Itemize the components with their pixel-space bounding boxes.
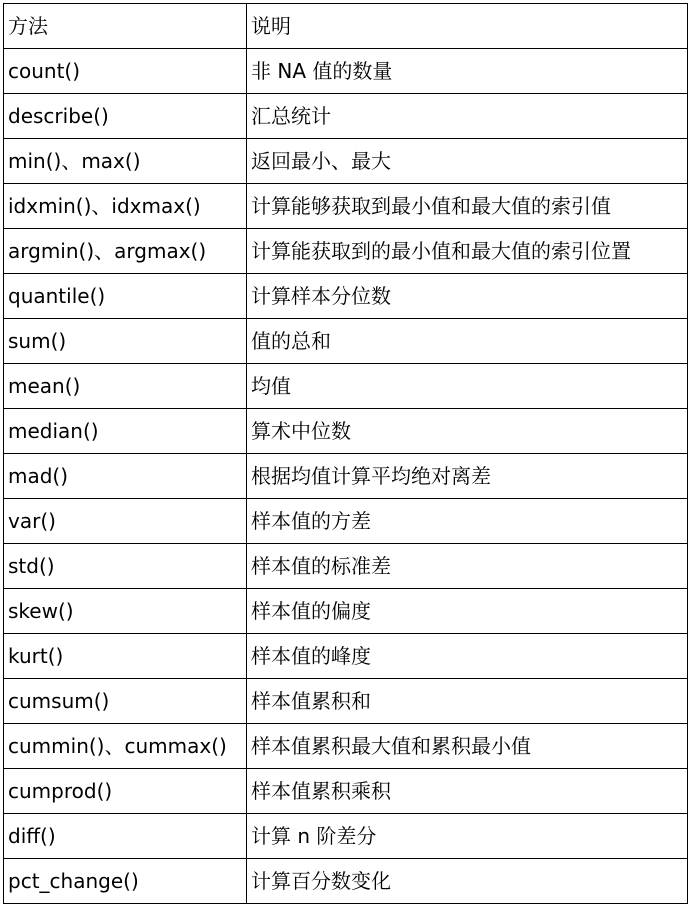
table-row xyxy=(4,859,688,904)
description-cell: 样本值累积乘积 xyxy=(247,769,688,814)
table-row xyxy=(4,184,688,229)
table-row xyxy=(4,634,688,679)
method-cell: count() xyxy=(4,49,247,94)
method-cell: sum() xyxy=(4,319,247,364)
method-cell: std() xyxy=(4,544,247,589)
table-row xyxy=(4,589,688,634)
description-cell: 样本值的方差 xyxy=(247,499,688,544)
method-cell: median() xyxy=(4,409,247,454)
method-cell: idxmin()、idxmax() xyxy=(4,184,247,229)
method-cell: mean() xyxy=(4,364,247,409)
table-header-row xyxy=(4,4,688,49)
description-cell: 根据均值计算平均绝对离差 xyxy=(247,454,688,499)
method-cell: skew() xyxy=(4,589,247,634)
table-row xyxy=(4,364,688,409)
method-cell: cummin()、cummax() xyxy=(4,724,247,769)
method-cell: cumsum() xyxy=(4,679,247,724)
description-cell: 样本值累积最大值和累积最小值 xyxy=(247,724,688,769)
method-cell: var() xyxy=(4,499,247,544)
description-cell: 非 NA 值的数量 xyxy=(247,49,688,94)
table-row xyxy=(4,814,688,859)
description-cell: 样本值的偏度 xyxy=(247,589,688,634)
description-cell: 计算能够获取到最小值和最大值的索引值 xyxy=(247,184,688,229)
header-method: 方法 xyxy=(4,4,247,49)
method-cell: cumprod() xyxy=(4,769,247,814)
table-row xyxy=(4,409,688,454)
methods-table xyxy=(3,3,688,904)
description-cell: 样本值累积和 xyxy=(247,679,688,724)
method-cell: quantile() xyxy=(4,274,247,319)
method-cell: min()、max() xyxy=(4,139,247,184)
table-row xyxy=(4,724,688,769)
table-row xyxy=(4,49,688,94)
table-row xyxy=(4,769,688,814)
description-cell: 值的总和 xyxy=(247,319,688,364)
method-cell: argmin()、argmax() xyxy=(4,229,247,274)
methods-table-container xyxy=(3,3,687,904)
table-row xyxy=(4,454,688,499)
table-row xyxy=(4,679,688,724)
method-cell: pct_change() xyxy=(4,859,247,904)
description-cell: 计算百分数变化 xyxy=(247,859,688,904)
table-row xyxy=(4,499,688,544)
table-row xyxy=(4,274,688,319)
table-row xyxy=(4,319,688,364)
method-cell: kurt() xyxy=(4,634,247,679)
description-cell: 样本值的峰度 xyxy=(247,634,688,679)
header-description: 说明 xyxy=(247,4,688,49)
description-cell: 算术中位数 xyxy=(247,409,688,454)
method-cell: mad() xyxy=(4,454,247,499)
table-row xyxy=(4,139,688,184)
table-row xyxy=(4,229,688,274)
description-cell: 计算能获取到的最小值和最大值的索引位置 xyxy=(247,229,688,274)
description-cell: 样本值的标准差 xyxy=(247,544,688,589)
description-cell: 计算 n 阶差分 xyxy=(247,814,688,859)
table-row xyxy=(4,544,688,589)
description-cell: 均值 xyxy=(247,364,688,409)
method-cell: diff() xyxy=(4,814,247,859)
description-cell: 汇总统计 xyxy=(247,94,688,139)
table-row xyxy=(4,94,688,139)
method-cell: describe() xyxy=(4,94,247,139)
description-cell: 计算样本分位数 xyxy=(247,274,688,319)
description-cell: 返回最小、最大 xyxy=(247,139,688,184)
